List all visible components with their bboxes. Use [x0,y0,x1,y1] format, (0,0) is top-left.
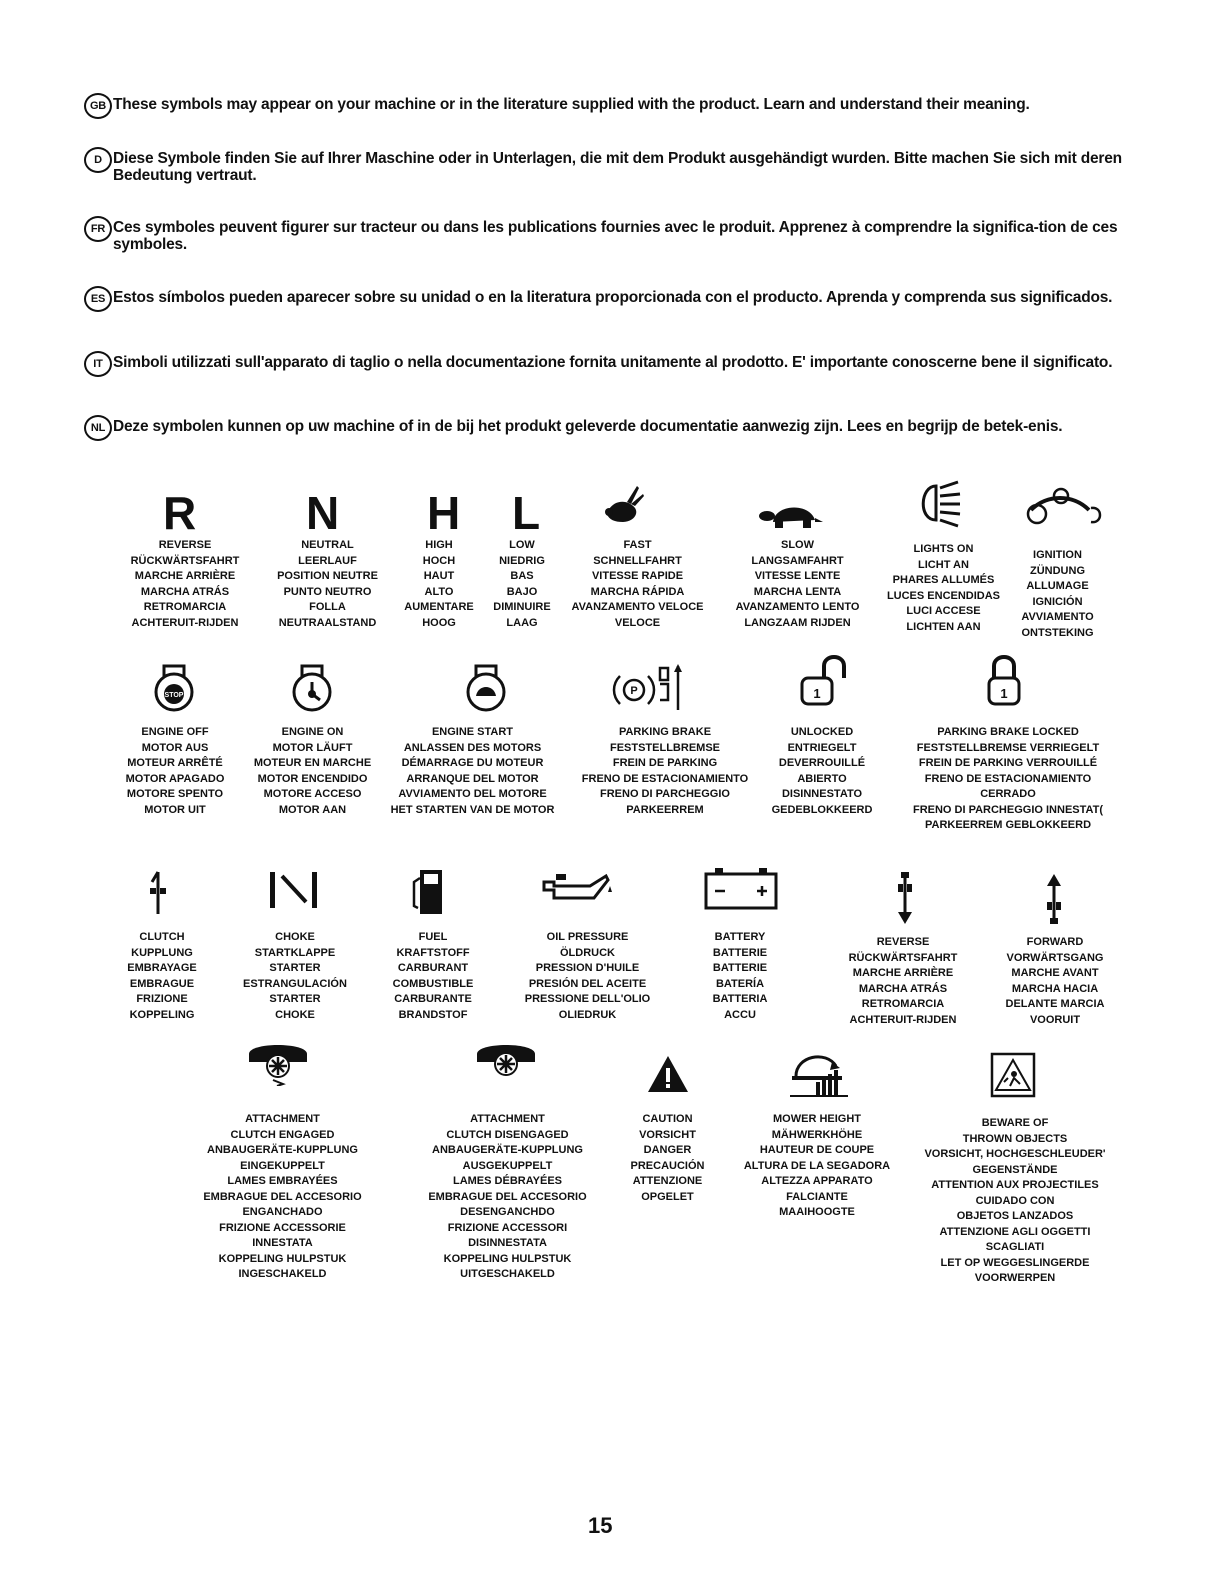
brake-locked-label: PARKING BRAKE LOCKED FESTSTELLBREMSE VERRIEGELT FREIN DE PARKING VERROUILLÉ FRENO DE ESTACIONAMIENTO CERRADO FRENO DI PARCHEGGIO INNESTAT( PARKEERREM GEBLOKKEERD [912,726,1104,831]
intro-it: IT Simboli utilizzati sull'apparato di taglio o nella documentazione fornita unitamente al prodotto. E' importante conoscerne bene il significato. [88,354,1148,371]
forward-arrow-icon [1044,872,1064,928]
fr-badge-icon: FR [84,216,112,242]
battery-label: BATTERY BATTERIE BATTERIE BATERÍA BATTERIA ACCU [712,931,768,1021]
headlight-icon [914,476,964,531]
intro-de: D Diese Symbole finden Sie auf Ihrer Maschine oder in Unterlagen, die mit dem Produkt ausgehändigt wurden. Bitte machen Sie sich mit deren Bedeutung vertraut. [88,150,1148,184]
unlocked-label: UNLOCKED ENTRIEGELT DEVERROUILLÉ ABIERTO DISINNESTATO GEDEBLOKKEERD [771,726,873,816]
engine-off-icon [152,660,196,714]
caution-icon [646,1054,690,1094]
intro-fr: FR Ces symboles peuvent figurer sur tracteur ou dans les publications fournies avec le produit. Apprenez à comprendre la significa-tion de ces symboles. [88,219,1148,253]
engine-on-icon [290,660,334,714]
turtle-icon [757,498,827,530]
low-letter-icon: L [512,487,541,539]
reverse-letter-icon: R [163,487,197,539]
intro-es: ES Estos símbolos pueden aparecer sobre su unidad o en la literatura proporcionada con el producto. Aprenda y comprenda sus significados. [88,289,1148,306]
thrown-objects-icon [990,1052,1036,1098]
unlocked-icon [794,654,854,712]
clutch-label: CLUTCH KUPPLUNG EMBRAYAGE EMBRAGUE FRIZIONE KOPPELING [127,931,197,1021]
svg-text:STOP: STOP [164,692,184,699]
high-letter-icon: H [427,487,461,539]
engine-off-label: ENGINE OFF MOTOR AUS MOTEUR ARRÊTÉ MOTOR APAGADO MOTORE SPENTO MOTOR UIT [125,726,225,816]
choke-label: CHOKE STARTKLAPPE STARTER ESTRANGULACIÓN STARTER CHOKE [243,931,347,1021]
ignition-icon [1017,484,1107,529]
fuel-icon [410,866,446,916]
forward-label: FORWARD VORWÄRTSGANG MARCHE AVANT MARCHA HACIA DELANTE MARCIA VOORUIT [1005,936,1105,1026]
oil-pressure-icon [540,872,620,908]
mower-height-label: MOWER HEIGHT MÄHWERKHÖHE HAUTEUR DE COUPE ALTURA DE LA SEGADORA ALTEZZA APPARATO FALCIANTE MAAIHOOGTE [743,1113,891,1218]
fuel-label: FUEL KRAFTSTOFF CARBURANT COMBUSTIBLE CARBURANTE BRANDSTOF [392,931,474,1021]
oil-pressure-label: OIL PRESSURE ÖLDRUCK PRESSION D'HUILE PRESIÓN DEL ACEITE PRESSIONE DELL'OLIO OLIEDRUK [524,931,651,1021]
engine-start-icon [464,660,508,714]
engine-on-label: ENGINE ON MOTOR LÄUFT MOTEUR EN MARCHE MOTOR ENCENDIDO MOTORE ACCESO MOTOR AAN [253,726,372,816]
page-number: 15 [588,1513,613,1538]
intro-nl: NL Deze symbolen kunnen op uw machine of in de bij het produkt geleverde documentatie aanwezig zijn. Lees en begrijp de betek-enis. [88,418,1148,435]
mower-height-icon [786,1046,852,1098]
reverse-direction-label: REVERSE RÜCKWÄRTSFAHRT MARCHE ARRIÈRE MARCHA ATRÁS RETROMARCIA ACHTERUIT-RIJDEN [848,936,958,1026]
clutch-icon [146,866,170,918]
gb-badge-icon: GB [84,93,112,119]
reverse-gear-label: REVERSE RÜCKWÄRTSFAHRT MARCHE ARRIÈRE MARCHA ATRÁS RETROMARCIA ACHTERUIT-RIJDEN [130,539,240,629]
caution-label: CAUTION VORSICHT DANGER PRECAUCIÓN ATTENZIONE OPGELET [630,1113,705,1203]
engine-start-label: ENGINE START ANLASSEN DES MOTORS DÉMARRAGE DU MOTEUR ARRANQUE DEL MOTOR AVVIAMENTO DEL MOTORE HET STARTEN VAN DE MOTOR [390,726,555,816]
neutral-label: NEUTRAL LEERLAUF POSITION NEUTRE PUNTO NEUTRO FOLLA NEUTRAALSTAND [277,539,378,629]
parking-brake-icon [610,660,690,714]
attachment-disengaged-icon [473,1040,539,1080]
thrown-objects-label: BEWARE OF THROWN OBJECTS VORSICHT, HOCHGESCHLEUDER' GEGENSTÄNDE ATTENTION AUX PROJECTILES CUIDADO CON OBJETOS LANZADOS ATTENZIONE AGLI OGGETTI SCAGLIATI LET OP WEGGESLINGERDE VOORWERPEN [924,1117,1106,1284]
high-label: HIGH HOCH HAUT ALTO AUMENTARE HOOG [404,539,474,629]
reverse-arrow-icon [895,870,915,926]
ignition-label: IGNITION ZÜNDUNG ALLUMAGE IGNICIÓN AVVIAMENTO ONTSTEKING [1021,549,1094,639]
brake-locked-icon [984,654,1024,712]
neutral-letter-icon: N [306,487,340,539]
choke-icon [266,870,322,910]
slow-label: SLOW LANGSAMFAHRT VITESSE LENTE MARCHA LENTA AVANZAMENTO LENTO LANGZAAM RIJDEN [735,539,860,629]
hare-icon [597,482,647,530]
it-badge-icon: IT [84,351,112,377]
nl-badge-icon: NL [84,415,112,441]
lights-label: LIGHTS ON LICHT AN PHARES ALLUMÉS LUCES ENCENDIDAS LUCI ACCESE LICHTEN AAN [886,543,1001,633]
parking-brake-label: PARKING BRAKE FESTSTELLBREMSE FREIN DE PARKING FRENO DE ESTACIONAMIENTO FRENO DI PARCHEGGIO PARKEERREM [581,726,749,816]
attachment-engaged-icon [245,1040,311,1086]
intro-gb: GB These symbols may appear on your machine or in the literature supplied with the product. Learn and understand their meaning. [88,96,1148,113]
attachment-disengaged-label: ATTACHMENT CLUTCH DISENGAGED ANBAUGERÄTE-KUPPLUNG AUSGEKUPPELT LAMES DÉBRAYÉES EMBRAGUE DEL ACCESORIO DESENGANCHDO FRIZIONE ACCESSORI DISINNESTATA KOPPELING HULPSTUK UITGESCHAKELD [428,1113,587,1280]
de-badge-icon: D [84,147,112,173]
svg-text:P: P [630,685,638,697]
fast-label: FAST SCHNELLFAHRT VITESSE RAPIDE MARCHA RÁPIDA AVANZAMENTO VELOCE VELOCE [571,539,704,629]
svg-text:1: 1 [1000,686,1008,701]
svg-text:1: 1 [813,686,821,701]
es-badge-icon: ES [84,286,112,312]
battery-icon [703,866,779,912]
attachment-engaged-label: ATTACHMENT CLUTCH ENGAGED ANBAUGERÄTE-KUPPLUNG EINGEKUPPELT LAMES EMBRAYÉES EMBRAGUE DEL ACCESORIO ENGANCHADO FRIZIONE ACCESSORIE INNESTATA KOPPELING HULPSTUK INGESCHAKELD [203,1113,362,1280]
low-label: LOW NIEDRIG BAS BAJO DIMINUIRE LAAG [493,539,551,629]
